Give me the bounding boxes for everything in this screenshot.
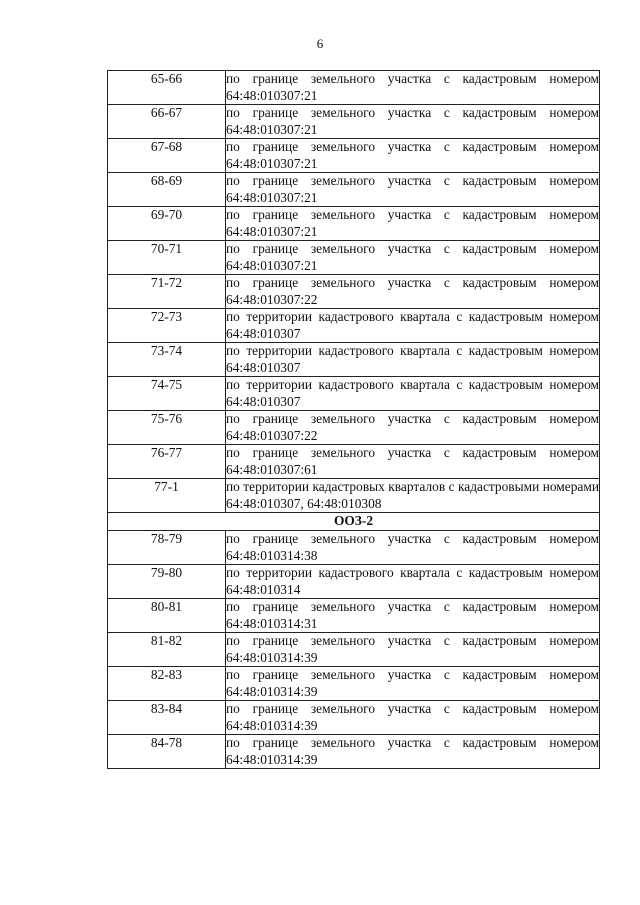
table-row (108, 599, 600, 633)
description-cell: по границе земельного участка с кадастровым номером 64:48:010307:61 (226, 445, 599, 477)
description-cell: по границе земельного участка с кадастровым номером 64:48:010307:21 (226, 105, 599, 137)
description-cell: по границе земельного участка с кадастровым номером 64:48:010307:21 (226, 207, 599, 239)
section-title: ООЗ-2 (108, 513, 600, 531)
segment-cell: 83-84 (108, 701, 226, 735)
table-row (108, 735, 600, 769)
section-header-row (108, 513, 600, 531)
boundary-table (107, 70, 600, 769)
segment-cell: 72-73 (108, 309, 226, 343)
table-row (108, 241, 600, 275)
description-cell: по границе земельного участка с кадастровым номером 64:48:010314:39 (226, 667, 599, 699)
description-cell: по границе земельного участка с кадастровым номером 64:48:010314:39 (226, 735, 599, 767)
table-row (108, 479, 600, 513)
segment-cell: 78-79 (108, 531, 226, 565)
segment-cell: 84-78 (108, 735, 226, 769)
segment-cell: 65-66 (108, 71, 226, 105)
segment-cell: 68-69 (108, 173, 226, 207)
table-row (108, 667, 600, 701)
segment-cell: 73-74 (108, 343, 226, 377)
table-row (108, 343, 600, 377)
table-row (108, 309, 600, 343)
description-cell: по территории кадастровых кварталов с кадастровыми номерами 64:48:010307, 64:48:010308 (226, 479, 599, 511)
page-number: 6 (316, 36, 324, 51)
description-cell: по границе земельного участка с кадастровым номером 64:48:010307:22 (226, 275, 599, 307)
description-cell: по границе земельного участка с кадастровым номером 64:48:010307:21 (226, 241, 599, 273)
table-row (108, 173, 600, 207)
segment-cell: 66-67 (108, 105, 226, 139)
segment-cell: 69-70 (108, 207, 226, 241)
segment-cell: 81-82 (108, 633, 226, 667)
description-cell: по границе земельного участка с кадастровым номером 64:48:010307:21 (226, 71, 599, 103)
description-cell: по территории кадастрового квартала с кадастровым номером 64:48:010307 (226, 377, 599, 409)
table-row (108, 633, 600, 667)
description-cell: по территории кадастрового квартала с кадастровым номером 64:48:010307 (226, 309, 599, 341)
description-cell: по границе земельного участка с кадастровым номером 64:48:010314:38 (226, 531, 599, 563)
table-row (108, 377, 600, 411)
segment-cell: 77-1 (108, 479, 226, 513)
segment-cell: 79-80 (108, 565, 226, 599)
segment-cell: 76-77 (108, 445, 226, 479)
table-row (108, 275, 600, 309)
table-body (108, 71, 600, 769)
segment-cell: 80-81 (108, 599, 226, 633)
description-cell: по границе земельного участка с кадастровым номером 64:48:010307:21 (226, 139, 599, 171)
description-cell: по границе земельного участка с кадастровым номером 64:48:010307:22 (226, 411, 599, 443)
description-cell: по границе земельного участка с кадастровым номером 64:48:010314:31 (226, 599, 599, 631)
description-cell: по территории кадастрового квартала с кадастровым номером 64:48:010307 (226, 343, 599, 375)
table-row (108, 411, 600, 445)
table-row (108, 565, 600, 599)
segment-cell: 70-71 (108, 241, 226, 275)
segment-cell: 82-83 (108, 667, 226, 701)
table-row (108, 71, 600, 105)
description-cell: по границе земельного участка с кадастровым номером 64:48:010314:39 (226, 701, 599, 733)
table-row (108, 531, 600, 565)
table-row (108, 207, 600, 241)
segment-cell: 74-75 (108, 377, 226, 411)
description-cell: по границе земельного участка с кадастровым номером 64:48:010307:21 (226, 173, 599, 205)
table-row (108, 445, 600, 479)
segment-cell: 71-72 (108, 275, 226, 309)
description-cell: по территории кадастрового квартала с кадастровым номером 64:48:010314 (226, 565, 599, 597)
segment-cell: 75-76 (108, 411, 226, 445)
table-row (108, 105, 600, 139)
table-row (108, 701, 600, 735)
table-row (108, 139, 600, 173)
description-cell: по границе земельного участка с кадастровым номером 64:48:010314:39 (226, 633, 599, 665)
segment-cell: 67-68 (108, 139, 226, 173)
